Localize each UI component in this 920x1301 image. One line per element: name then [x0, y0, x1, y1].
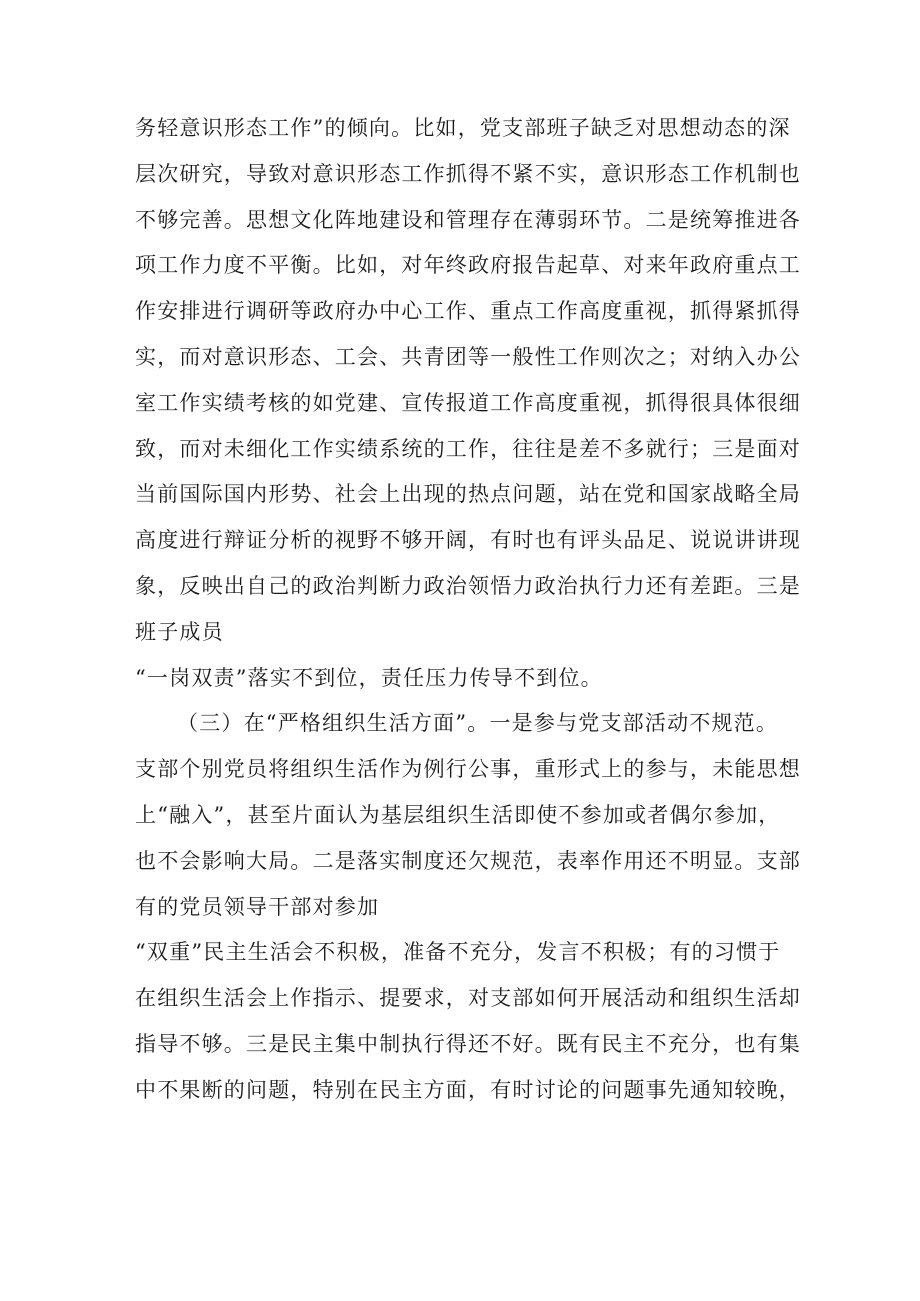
text-line: “双重”民主生活会不积极，准备不充分，发言不积极；有的习惯于: [135, 940, 781, 965]
text-line: “一岗双责”落实不到位，责任压力传导不到位。: [135, 665, 603, 690]
text-line: 务轻意识形态工作”的倾向。比如，党支部班子缺乏对思想动态的深: [135, 116, 791, 140]
text-line: 作安排进行调研等政府办中心工作、重点工作高度重视，抓得紧抓得: [135, 299, 801, 324]
text-line: 实，而对意识形态、工会、共青团等一般性工作则次之；对纳入办公: [135, 344, 801, 369]
text-line: 指导不够。三是民主集中制执行得还不好。既有民主不充分，也有集: [135, 1031, 801, 1056]
text-line: 象，反映出自己的政治判断力政治领悟力政治执行力还有差距。三是: [135, 573, 801, 598]
text-line: 高度进行辩证分析的视野不够开阔，有时也有评头品足、说说讲讲现: [135, 528, 801, 553]
text-line: 有的党员领导干部对参加: [135, 894, 380, 919]
text-line: 室工作实绩考核的如党建、宣传报道工作高度重视，抓得很具体很细: [135, 390, 801, 415]
section-heading-line: （三）在“严格组织生活方面”。一是参与党支部活动不规范。: [177, 711, 779, 736]
text-line: 项工作力度不平衡。比如，对年终政府报告起草、对来年政府重点工: [135, 253, 801, 278]
text-line: 上“融入”，甚至片面认为基层组织生活即使不参加或者偶尔参加，: [135, 802, 781, 827]
text-line: 层次研究，导致对意识形态工作抓得不紧不实，意识形态工作机制也: [135, 161, 801, 186]
text-line: 当前国际国内形势、社会上出现的热点问题，站在党和国家战略全局: [135, 482, 801, 507]
text-line: 支部个别党员将组织生活作为例行公事，重形式上的参与，未能思想: [135, 757, 801, 782]
text-line: 不够完善。思想文化阵地建设和管理存在薄弱环节。二是统筹推进各: [135, 207, 801, 232]
body-text: [135, 106, 815, 1114]
text-line: 也不会影响大局。二是落实制度还欠规范，表率作用还不明显。支部: [135, 848, 801, 873]
text-line: 中不果断的问题，特别在民主方面，有时讨论的问题事先通知较晚，: [135, 1077, 801, 1102]
text-line: 班子成员: [135, 619, 224, 644]
text-line: 在组织生活会上作指示、提要求，对支部如何开展活动和组织生活却: [135, 986, 801, 1011]
text-line: 致，而对未细化工作实绩系统的工作，往往是差不多就行；三是面对: [135, 436, 801, 461]
